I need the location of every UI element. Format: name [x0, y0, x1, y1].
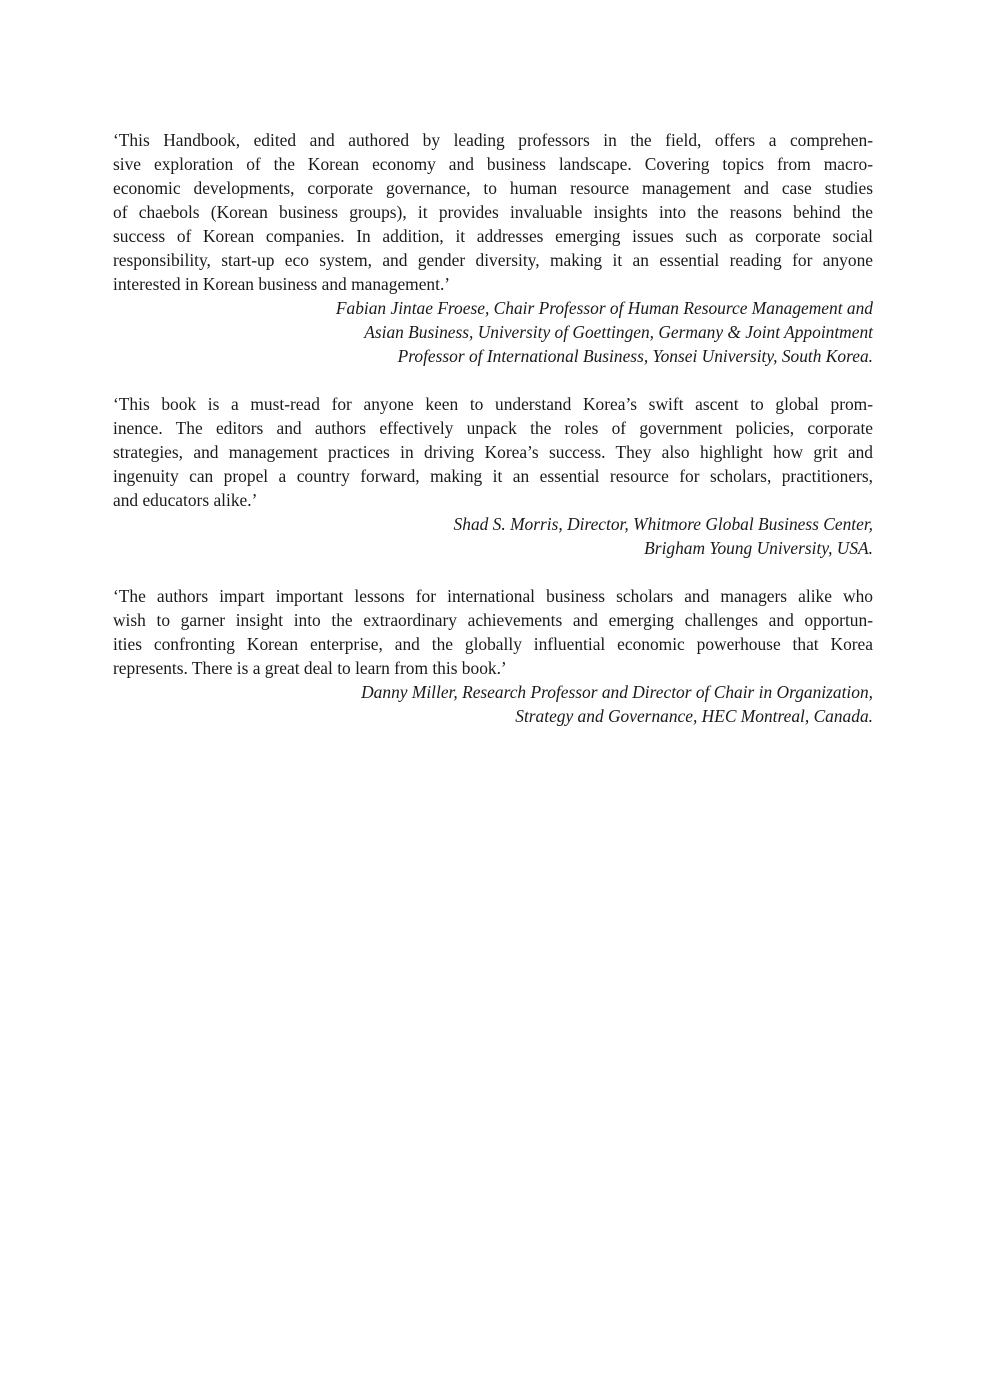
- quote-line: ‘The authors impart important lessons for international business scholars and managers alike who: [113, 586, 873, 606]
- attribution-line: Professor of International Business, Yonsei University, South Korea.: [397, 346, 873, 366]
- quote-line: ities confronting Korean enterprise, and the globally influential economic powerhouse that Korea: [113, 634, 873, 654]
- quote-line: ‘This Handbook, edited and authored by leading professors in the field, offers a comprehen-: [113, 130, 873, 150]
- quote-line: represents. There is a great deal to learn from this book.’: [113, 658, 507, 678]
- endorsement-miller: [113, 584, 873, 728]
- endorsement-quote: [113, 584, 873, 680]
- endorsement-attribution: [113, 296, 873, 368]
- endorsement-quote: [113, 128, 873, 296]
- quote-line: ingenuity can propel a country forward, making it an essential resource for scholars, practitioners,: [113, 466, 873, 486]
- endorsement-attribution: [113, 680, 873, 728]
- endorsement-attribution: [113, 512, 873, 560]
- quote-line: sive exploration of the Korean economy and business landscape. Covering topics from macro-: [113, 154, 873, 174]
- attribution-line: Strategy and Governance, HEC Montreal, Canada.: [515, 706, 873, 726]
- quote-line: success of Korean companies. In addition, it addresses emerging issues such as corporate social: [113, 226, 873, 246]
- quote-line: interested in Korean business and management.’: [113, 274, 451, 294]
- quote-line: of chaebols (Korean business groups), it provides invaluable insights into the reasons behind the: [113, 202, 873, 222]
- attribution-line: Fabian Jintae Froese, Chair Professor of Human Resource Management and: [335, 298, 873, 318]
- quote-line: wish to garner insight into the extraordinary achievements and emerging challenges and opportun-: [113, 610, 873, 630]
- endorsement-quote: [113, 392, 873, 512]
- attribution-line: Brigham Young University, USA.: [644, 538, 873, 558]
- endorsement-morris: [113, 392, 873, 560]
- quote-line: and educators alike.’: [113, 490, 258, 510]
- attribution-line: Asian Business, University of Goettingen, Germany & Joint Appointment: [364, 322, 873, 342]
- endorsements-page: [113, 128, 873, 728]
- quote-line: economic developments, corporate governance, to human resource management and case studies: [113, 178, 873, 198]
- endorsement-froese: [113, 128, 873, 368]
- quote-line: strategies, and management practices in driving Korea’s success. They also highlight how grit and: [113, 442, 873, 462]
- quote-line: ‘This book is a must-read for anyone keen to understand Korea’s swift ascent to global prom-: [113, 394, 873, 414]
- quote-line: responsibility, start-up eco system, and gender diversity, making it an essential reading for anyone: [113, 250, 873, 270]
- attribution-line: Shad S. Morris, Director, Whitmore Global Business Center,: [453, 514, 873, 534]
- attribution-line: Danny Miller, Research Professor and Director of Chair in Organization,: [361, 682, 873, 702]
- quote-line: inence. The editors and authors effectively unpack the roles of government policies, corporate: [113, 418, 873, 438]
